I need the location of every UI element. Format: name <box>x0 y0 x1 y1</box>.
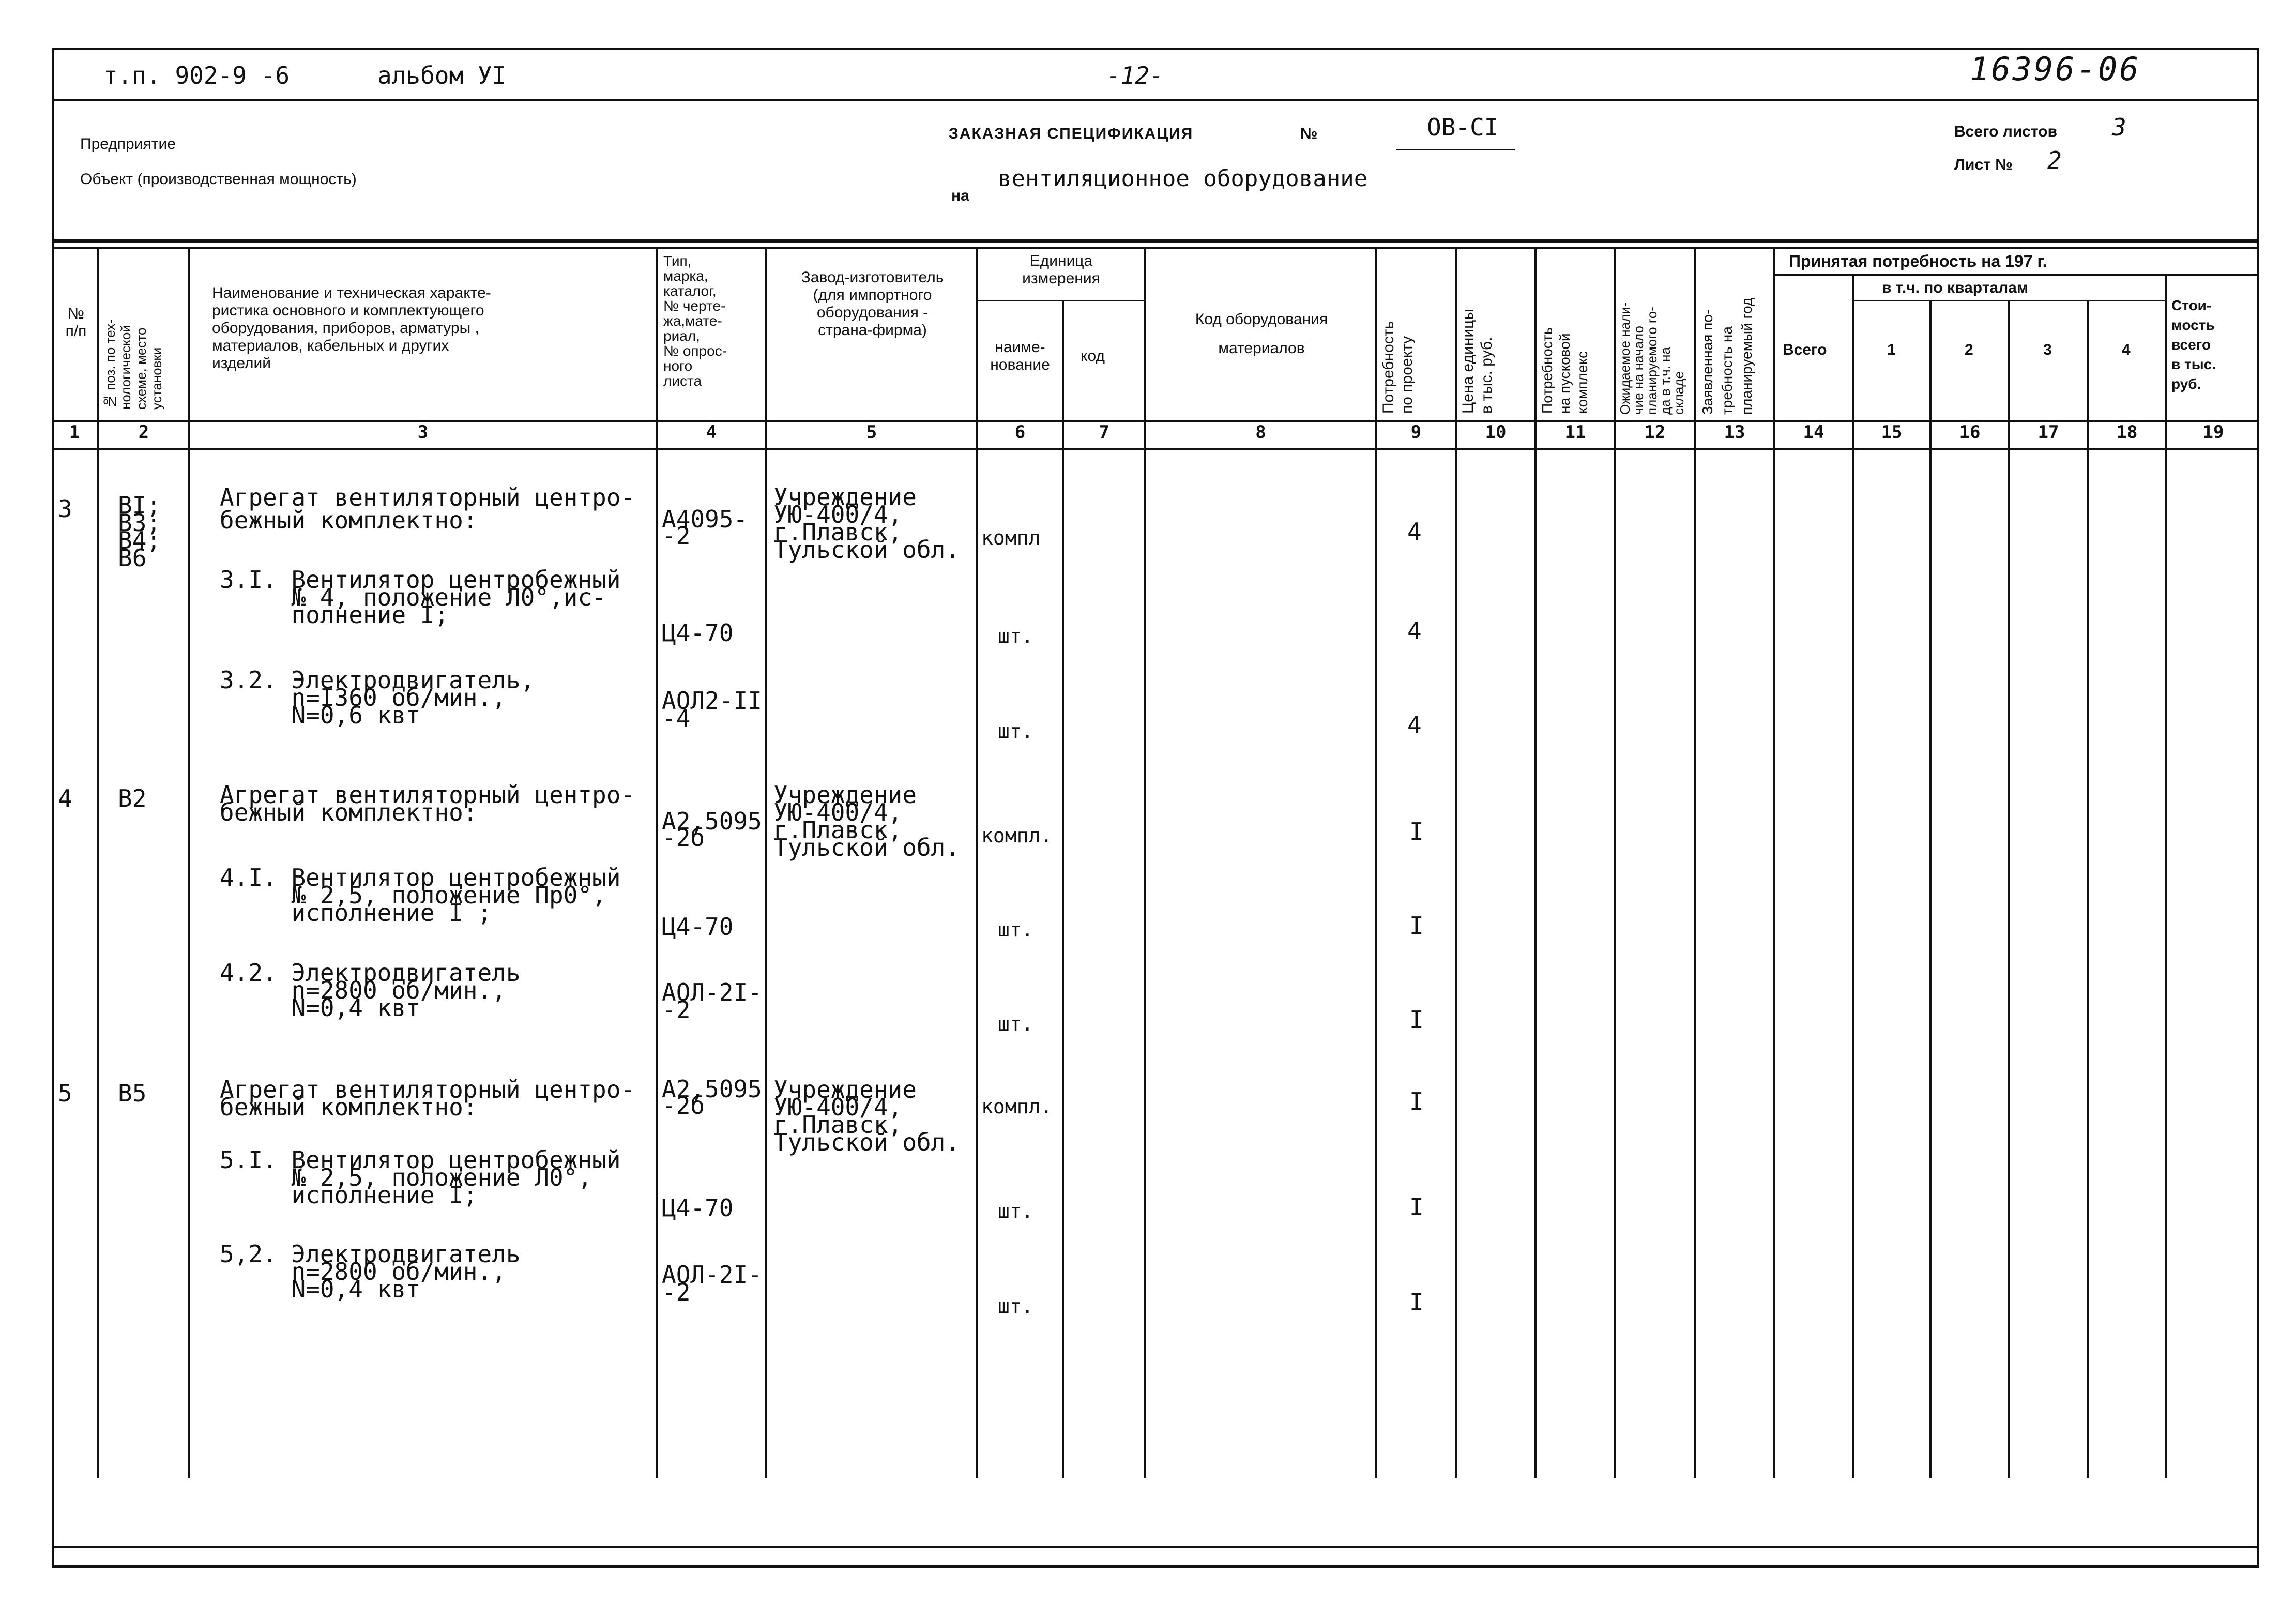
table-row-type: А2,5095 -2б <box>662 1075 762 1120</box>
table-row-unit: шт. <box>998 1295 1033 1318</box>
table-row-name: 4.I. Вентилятор центробежный № 2,5, положение Пр0°, исполнение I ; <box>220 864 621 927</box>
header-position: № поз. по тех- нологической схеме, место установки <box>102 319 164 410</box>
table-row-position: B2 <box>118 784 147 812</box>
sheet-label: Лист № <box>1954 156 2013 173</box>
spec-number: ОВ-СI <box>1427 113 1499 141</box>
table-row-qty: I <box>1409 1087 1424 1115</box>
col-line-18 <box>2165 274 2167 1478</box>
header-unit-name: наиме- нование <box>990 339 1050 373</box>
document-number: 16396-06 <box>1970 50 2141 88</box>
top-strip-divider <box>52 99 2259 101</box>
table-row-qty: I <box>1409 1006 1424 1034</box>
colnum-19: 19 <box>2202 422 2224 443</box>
colnum-6: 6 <box>1014 422 1026 443</box>
table-row-unit: шт. <box>998 1200 1033 1222</box>
header-quarters: в т.ч. по кварталам <box>1882 279 2029 296</box>
table-row-maker: Учреждение УЮ-400/4, г.Плавск, Тульской обл. <box>773 1076 960 1156</box>
table-row-type: Ц4-70 <box>662 913 734 941</box>
colnum-13: 13 <box>1724 422 1745 443</box>
header-equipment-code: Код оборудования материалов <box>1195 311 1328 357</box>
table-row-name: 3.I. Вентилятор центробежный № 4, положение Л0°,ис- полнение I; <box>220 566 621 629</box>
colnum-14: 14 <box>1803 422 1824 443</box>
table-row-unit: шт. <box>998 1012 1033 1035</box>
colnum-16: 16 <box>1959 422 1981 443</box>
table-row-qty: I <box>1409 1288 1424 1316</box>
quarters-header-line <box>1852 300 2165 301</box>
colnum-11: 11 <box>1564 422 1586 443</box>
header-total: Всего <box>1783 341 1827 358</box>
colnum-15: 15 <box>1881 422 1903 443</box>
table-row-name: 5.I. Вентилятор центробежный № 2,5, положение Л0°, исполнение I; <box>220 1146 621 1209</box>
header-q1: 1 <box>1887 341 1896 358</box>
spec-number-underline <box>1396 149 1515 150</box>
table-row-name: Агрегат вентиляторный центро- бежный комплектно: <box>220 781 635 826</box>
title-block-divider-2 <box>52 247 2259 249</box>
table-row-maker: Учреждение УЮ-400/4, г.Плавск, Тульской обл. <box>773 483 960 564</box>
table-row-number: 5 <box>58 1079 72 1107</box>
page-number: -12- <box>1106 62 1164 89</box>
header-unit-price: Цена единицы в тыс. руб. <box>1459 309 1495 414</box>
header-maker: Завод-изготовитель (для импортного оборудования - страна-фирма) <box>801 269 944 339</box>
table-row-unit: шт. <box>998 918 1033 941</box>
total-sheets-label: Всего листов <box>1954 123 2058 140</box>
table-row-name: Агрегат вентиляторный центро- бежный комплектно: <box>220 483 635 534</box>
sheet-value: 2 <box>2047 146 2062 174</box>
spec-subject: вентиляционное оборудование <box>998 165 1368 192</box>
table-row-type: Ц4-70 <box>662 1194 734 1222</box>
colnum-8: 8 <box>1255 422 1266 443</box>
colnum-18: 18 <box>2116 422 2138 443</box>
colnum-4: 4 <box>706 422 717 443</box>
colnum-5: 5 <box>866 422 877 443</box>
header-q3: 3 <box>2043 341 2052 358</box>
spec-no-sign: № <box>1300 125 1318 142</box>
header-name: Наименование и техническая характе- ристика основного и комплектующего оборудования, приборов, арматуры , материалов, кабельных и других изделий <box>212 284 491 372</box>
table-row-name: 5,2. Электродвигатель n=2800 об/мин., N=0,4 квт <box>220 1240 521 1303</box>
colnum-12: 12 <box>1644 422 1666 443</box>
table-row-qty: I <box>1409 912 1424 940</box>
table-row-type: АОЛ2-II -4 <box>662 687 762 732</box>
header-q2: 2 <box>1965 341 1973 358</box>
on-label: на <box>951 187 969 204</box>
col-line-16 <box>2008 300 2010 1478</box>
table-row-qty: 4 <box>1407 711 1422 739</box>
table-row-maker: Учреждение УЮ-400/4, г.Плавск, Тульской обл. <box>773 781 960 861</box>
col-line-14 <box>1852 274 1854 1478</box>
table-row-position: B5 <box>118 1079 147 1107</box>
table-row-type: АОЛ-2I- -2 <box>662 978 762 1024</box>
table-row-qty: 4 <box>1407 518 1422 546</box>
table-row-name: Агрегат вентиляторный центро- бежный комплектно: <box>220 1076 635 1121</box>
header-row-number: № п/п <box>65 305 87 340</box>
table-row-type: Ц4-70 <box>662 619 734 647</box>
table-bottom-line <box>52 1546 2259 1548</box>
header-project-need: Потребность по проекту <box>1380 321 1416 414</box>
unit-header-line <box>976 300 1144 301</box>
header-q4: 4 <box>2122 341 2131 358</box>
table-row-qty: I <box>1409 818 1424 845</box>
album-code: т.п. 902-9 -6 <box>103 62 290 89</box>
table-row-type: А4095- -2 <box>662 505 748 550</box>
colnum-9: 9 <box>1410 422 1422 443</box>
table-row-name: 4.2. Электродвигатель n=2800 об/мин., N=0,4 квт <box>220 959 521 1022</box>
header-unit: Единица измерения <box>1022 252 1100 287</box>
header-declared-need: Заявленная по- требность на планируемый год <box>1699 297 1755 415</box>
accepted-header-line <box>1773 274 2259 276</box>
table-row-unit: шт. <box>998 720 1033 743</box>
table-row-name: 3.2. Электродвигатель, n=I360 об/мин., N=0,6 квт <box>220 666 535 729</box>
col-line-17 <box>2087 300 2089 1478</box>
table-row-unit: компл <box>981 526 1041 549</box>
colnum-1: 1 <box>69 422 80 443</box>
colnum-line-bottom <box>52 448 2259 450</box>
enterprise-label: Предприятие <box>80 135 176 153</box>
colnum-17: 17 <box>2037 422 2059 443</box>
header-unit-code: код <box>1081 347 1105 365</box>
object-label: Объект (производственная мощность) <box>80 171 357 188</box>
total-sheets-value: 3 <box>2112 113 2126 141</box>
table-row-type: АОЛ-2I- -2 <box>662 1261 762 1306</box>
col-line-6 <box>1062 300 1064 1478</box>
colnum-3: 3 <box>417 422 429 443</box>
table-row-unit: компл. <box>981 824 1053 847</box>
table-row-number: 4 <box>58 784 72 812</box>
spec-label: ЗАКАЗНАЯ СПЕЦИФИКАЦИЯ <box>949 125 1194 142</box>
colnum-2: 2 <box>138 422 149 443</box>
table-row-unit: шт. <box>998 625 1033 647</box>
col-line-15 <box>1929 300 1932 1478</box>
header-expected-stock: Ожидаемое нали- чие на начало планируемого го- да в т.ч. на складе <box>1617 302 1686 415</box>
table-row-number: 3 <box>58 495 72 523</box>
table-row-qty: 4 <box>1407 617 1422 645</box>
header-type: Тип, марка, каталог, № черте- жа,мате- риал, № опрос- ного листа <box>663 253 727 389</box>
table-row-type: А2,5095 -2б <box>662 807 762 852</box>
album-label: альбом УI <box>377 62 507 89</box>
table-row-qty: I <box>1409 1193 1424 1221</box>
title-block-divider <box>52 239 2259 243</box>
header-launch-need: Потребность на пусковой комплекс <box>1539 327 1590 414</box>
header-accepted-need: Принятая потребность на 197 г. <box>1789 252 2047 270</box>
colnum-10: 10 <box>1485 422 1507 443</box>
table-row-position: BI; B3; B4; B6 <box>118 491 161 572</box>
colnum-7: 7 <box>1099 422 1109 443</box>
header-cost: Стои- мость всего в тыс. руб. <box>2171 297 2216 392</box>
table-row-unit: компл. <box>981 1095 1053 1118</box>
